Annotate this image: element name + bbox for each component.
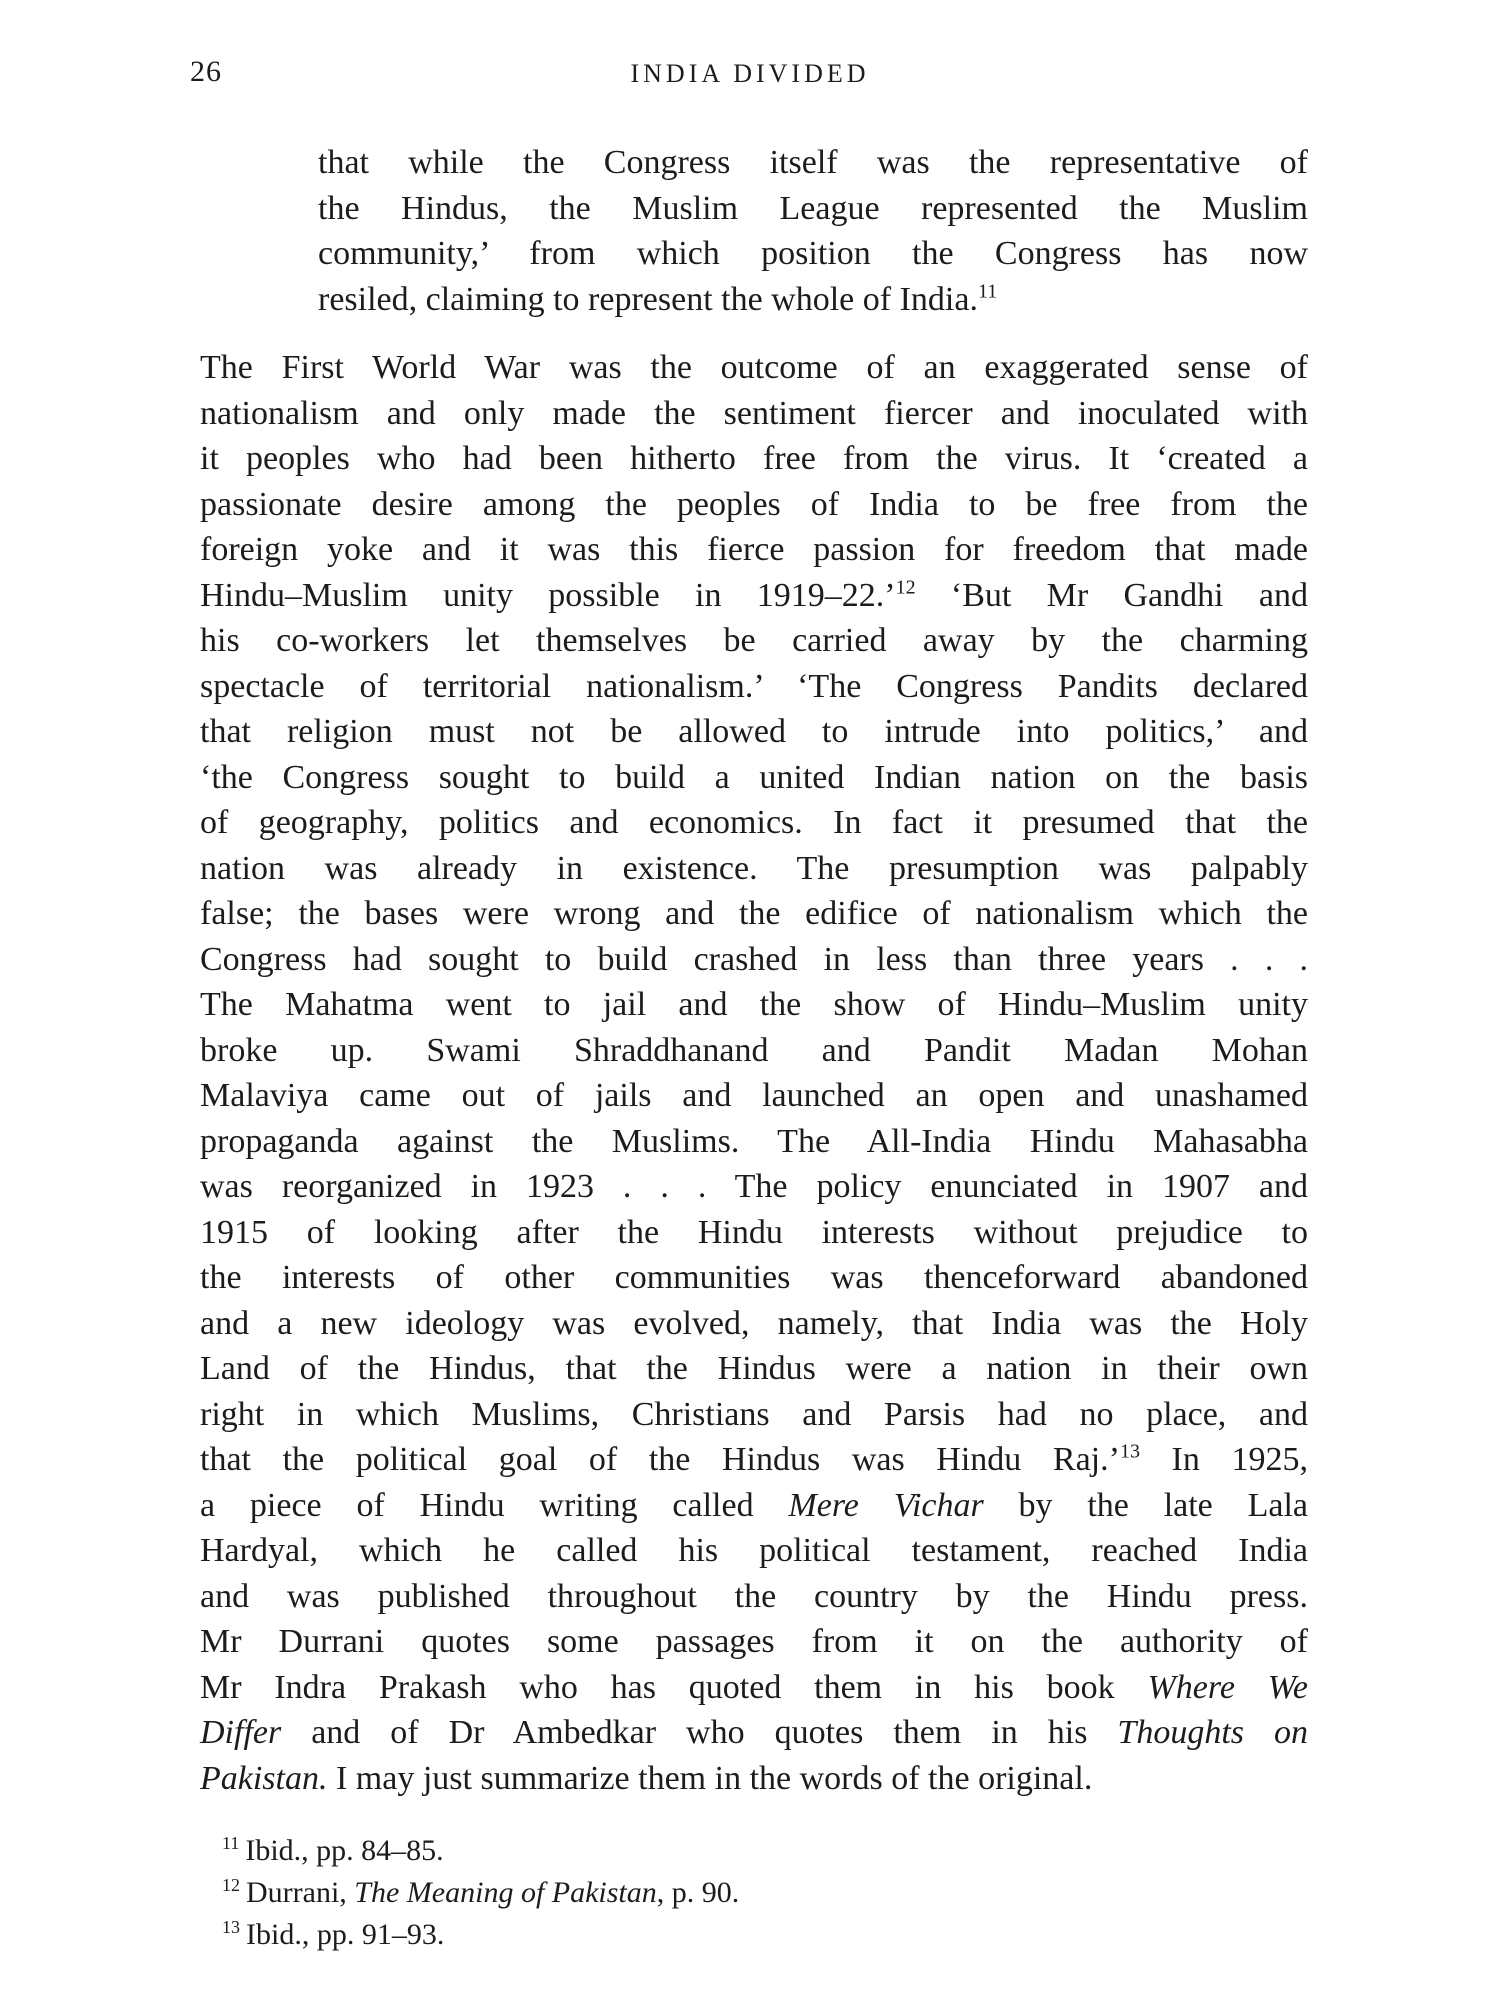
footnote-number: 12 [222, 1875, 240, 1895]
body-line: nationalism and only made the sentiment fiercer and inoculated with [200, 394, 1308, 432]
body-text-run: that the political goal of the Hindus was Hindu Raj.’ [200, 1441, 1120, 1478]
body-line: The First World War was the outcome of an exaggerated sense of [200, 349, 1308, 386]
book-title-thoughts-on-pakistan: Thoughts on [1117, 1714, 1308, 1751]
book-title-where-we-differ: Differ [200, 1714, 282, 1751]
body-text-run: Hindu–Muslim unity possible in 1919–22.’ [200, 576, 896, 614]
body-paragraph [200, 345, 1308, 1801]
body-line [200, 1710, 1308, 1756]
quote-line-text: resiled, claiming to represent the whole of India. [318, 280, 978, 318]
body-text-run: In 1925, [1139, 1441, 1308, 1478]
body-line: broke up. Swami Shraddhanand and Pandit Madan Mohan [200, 1031, 1308, 1069]
body-line: propaganda against the Muslims. The All-India Hindu Mahasabha [200, 1122, 1308, 1160]
body-line: spectacle of territorial nationalism.’ ‘The Congress Pandits declared [200, 667, 1308, 705]
footnote-ref-12: 12 [895, 576, 916, 599]
body-line: the interests of other communities was thenceforward abandoned [200, 1259, 1308, 1296]
body-text-run: by the late Lala [983, 1486, 1308, 1524]
body-line: right in which Muslims, Christians and Parsis had no place, and [200, 1395, 1308, 1433]
body-line: Congress had sought to build crashed in less than three years . . . [200, 940, 1308, 978]
body-line [200, 1756, 1308, 1802]
body-text-run: Mr Indra Prakash who has quoted them in his book [200, 1668, 1148, 1706]
body-line: and was published throughout the country by the Hindu press. [200, 1577, 1308, 1615]
body-line: The Mahatma went to jail and the show of Hindu–Muslim unity [200, 986, 1308, 1023]
footnote-ref-11: 11 [977, 280, 998, 303]
body-line: passionate desire among the peoples of India to be free from the [200, 485, 1308, 523]
quote-line: the Hindus, the Muslim League represented the Muslim [318, 189, 1308, 227]
footnote-11 [222, 1830, 1222, 1872]
book-title-where-we-differ: Where We [1147, 1668, 1308, 1706]
body-line: ‘the Congress sought to build a united Indian nation on the basis [200, 758, 1308, 796]
body-line: nation was already in existence. The presumption was palpably [200, 849, 1308, 887]
body-line: Hardyal, which he called his political testament, reached India [200, 1532, 1308, 1569]
body-line: Malaviya came out of jails and launched an open and unashamed [200, 1077, 1308, 1114]
body-line [200, 1665, 1308, 1711]
footnote-12 [222, 1872, 1222, 1914]
body-line: was reorganized in 1923 . . . The policy enunciated in 1907 and [200, 1168, 1308, 1205]
body-line: his co-workers let themselves be carried away by the charming [200, 622, 1308, 659]
body-text-run: I may just summarize them in the words of the original. [327, 1759, 1093, 1797]
body-text-run: and of Dr Ambedkar who quotes them in his [281, 1714, 1118, 1751]
quote-line: community,’ from which position the Congress has now [318, 235, 1308, 272]
footnote-number: 11 [222, 1833, 240, 1853]
footnotes [222, 1830, 1222, 1956]
body-line: it peoples who had been hitherto free from the virus. It ‘created a [200, 440, 1308, 477]
body-line: false; the bases were wrong and the edifice of nationalism which the [200, 895, 1308, 932]
book-title-meaning-of-pakistan: The Meaning of Pakistan [354, 1876, 657, 1909]
quote-line [318, 277, 1308, 323]
body-text-run: ‘But Mr Gandhi and [915, 576, 1308, 614]
quote-line: that while the Congress itself was the representative of [318, 144, 1308, 181]
body-line: and a new ideology was evolved, namely, that India was the Holy [200, 1304, 1308, 1342]
footnote-ref-13: 13 [1119, 1440, 1140, 1463]
body-line: Mr Durrani quotes some passages from it on the authority of [200, 1623, 1308, 1660]
body-line: that religion must not be allowed to intrude into politics,’ and [200, 713, 1308, 750]
footnote-text: , p. 90. [656, 1876, 740, 1909]
running-head [190, 55, 1310, 95]
book-title-thoughts-on-pakistan: Pakistan. [200, 1759, 328, 1797]
body-line [200, 573, 1308, 619]
body-line: Land of the Hindus, that the Hindus were a nation in their own [200, 1350, 1308, 1387]
body-text-run: a piece of Hindu writing called [200, 1486, 789, 1524]
footnote-number: 13 [222, 1917, 240, 1937]
footnote-text: Durrani, [246, 1876, 355, 1909]
running-title: INDIA DIVIDED [630, 59, 870, 88]
body-line: 1915 of looking after the Hindu interests without prejudice to [200, 1213, 1308, 1251]
block-quote [318, 140, 1308, 322]
footnote-text: Ibid., pp. 91–93. [246, 1918, 445, 1951]
footnote-text: Ibid., pp. 84–85. [245, 1834, 444, 1867]
page-number: 26 [190, 55, 222, 88]
body-line [200, 1483, 1308, 1529]
footnote-13 [222, 1914, 1222, 1956]
body-line [200, 1437, 1308, 1483]
body-line: of geography, politics and economics. In fact it presumed that the [200, 804, 1308, 841]
body-line: foreign yoke and it was this fierce passion for freedom that made [200, 531, 1308, 568]
book-title-mere-vichar: Mere Vichar [788, 1486, 984, 1524]
